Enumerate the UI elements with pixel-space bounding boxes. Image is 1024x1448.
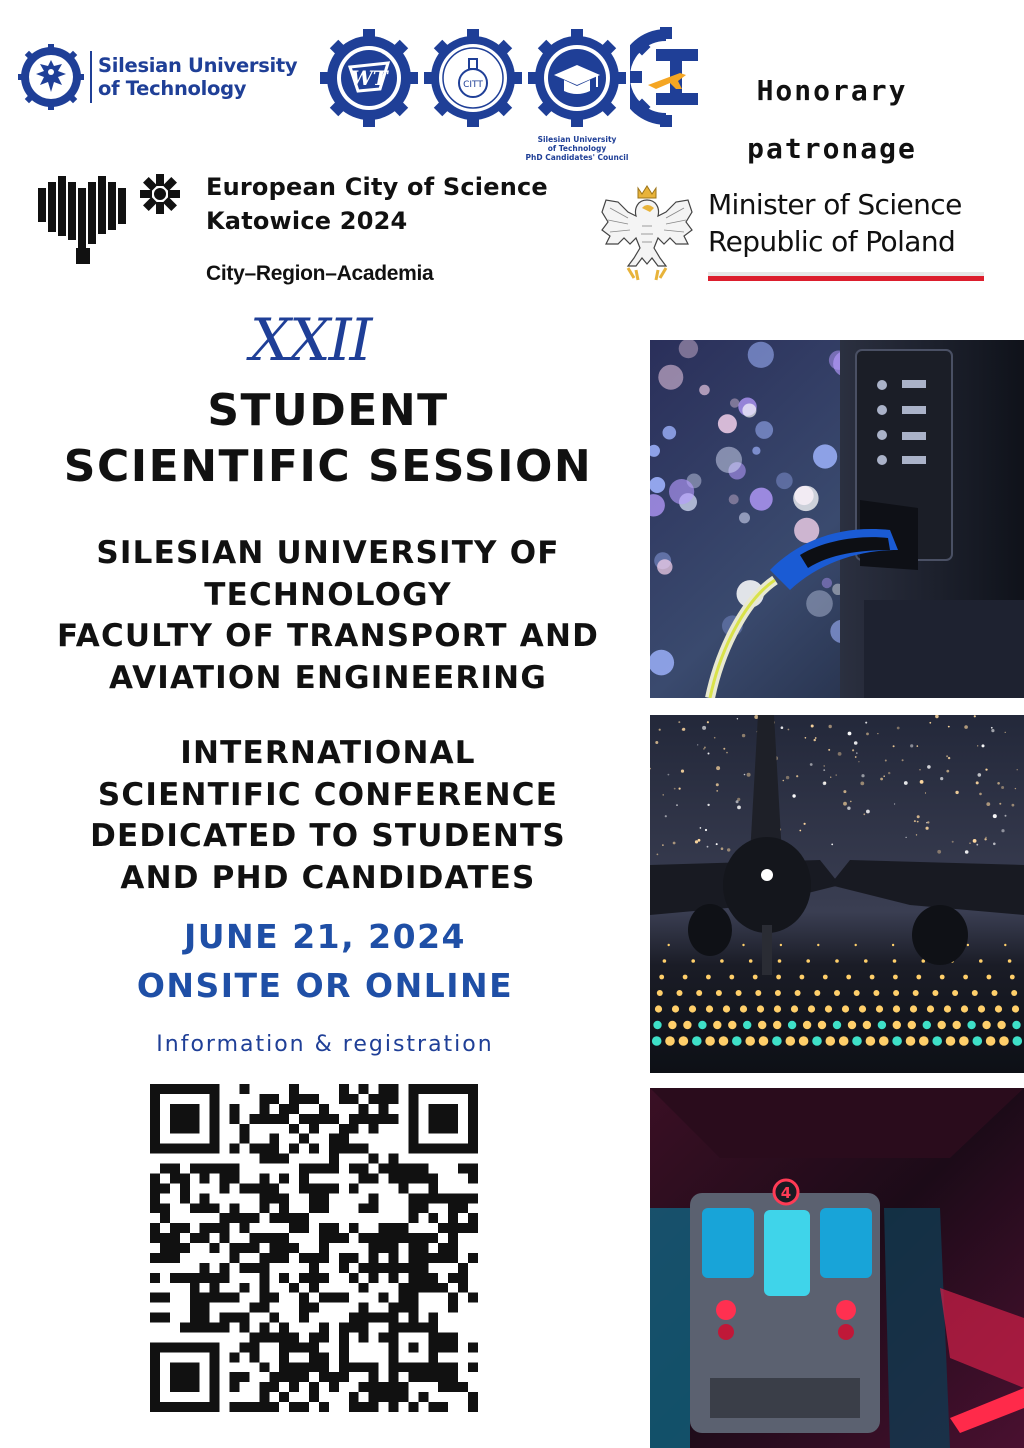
university-name-line1: Silesian University: [98, 54, 298, 77]
phd-caption-line: Silesian University: [537, 135, 617, 144]
event-title-line1: STUDENT: [207, 385, 449, 436]
event-title-line2: SCIENTIFIC SESSION: [63, 441, 593, 492]
ecs-subtitle: City–Region–Academia: [206, 262, 434, 285]
gear-badge-icon: [422, 27, 524, 129]
organizer-line: SILESIAN UNIVERSITY OF: [96, 535, 560, 571]
honorary-line2: patronage: [747, 132, 917, 165]
conference-line: DEDICATED TO STUDENTS: [90, 818, 566, 854]
university-name-line2: of Technology: [98, 77, 247, 100]
conference-line: SCIENTIFIC CONFERENCE: [97, 776, 559, 813]
organizer-line: AVIATION ENGINEERING: [109, 659, 547, 696]
conference-line: INTERNATIONAL: [180, 735, 476, 771]
phd-caption-line: of Technology: [547, 144, 607, 153]
university-name: [98, 54, 297, 100]
photo-airplane: [650, 715, 1024, 1073]
registration-label: Information & registration: [156, 1032, 494, 1057]
ecs-title-line2: Katowice 2024: [206, 207, 408, 235]
ecs-title-line1: European City of Science: [206, 173, 548, 201]
phd-council-caption: [522, 135, 632, 162]
ecs-title: [206, 170, 548, 238]
university-logo: [18, 44, 310, 110]
logo-divider: [90, 51, 92, 103]
citt-badge-text: CITT: [463, 80, 483, 90]
photo-metro: [650, 1088, 1024, 1448]
qr-code-icon[interactable]: [150, 1084, 478, 1412]
ecs-logo: [36, 172, 196, 268]
organizer-block: [0, 533, 656, 699]
conference-line: AND PHD CANDIDATES: [120, 859, 536, 896]
gear-badge-icon: [630, 27, 702, 127]
minister-label: [708, 186, 962, 260]
wtl-badge-text: WT: [350, 66, 388, 90]
metro-number: 4: [780, 1184, 792, 1202]
event-mode: ONSITE OR ONLINE: [136, 966, 514, 1005]
polish-flag-bar: [708, 272, 984, 281]
star-mark-icon: [140, 174, 180, 214]
phd-caption-line: PhD Candidates' Council: [525, 153, 629, 162]
gear-badge-icon: [526, 27, 628, 129]
organizer-line: TECHNOLOGY: [204, 576, 452, 613]
honorary-line1: Honorary: [756, 74, 908, 107]
minister-line2: Republic of Poland: [708, 225, 956, 258]
minister-line1: Minister of Science: [708, 188, 962, 221]
photo-ev-charger: [650, 340, 1024, 698]
honorary-patronage: [712, 62, 952, 178]
edition-number: XXII: [250, 306, 371, 374]
heart-pixel-icon: [38, 176, 126, 264]
event-date: JUNE 21, 2024: [183, 917, 467, 956]
gear-badge-icon: [318, 27, 420, 129]
eagle-emblem-icon: [18, 44, 84, 110]
organizer-line: FACULTY OF TRANSPORT AND: [56, 618, 600, 654]
eagle-emblem-icon: [598, 178, 696, 282]
conference-block: [0, 733, 656, 899]
flag-red-stripe: [708, 276, 984, 281]
